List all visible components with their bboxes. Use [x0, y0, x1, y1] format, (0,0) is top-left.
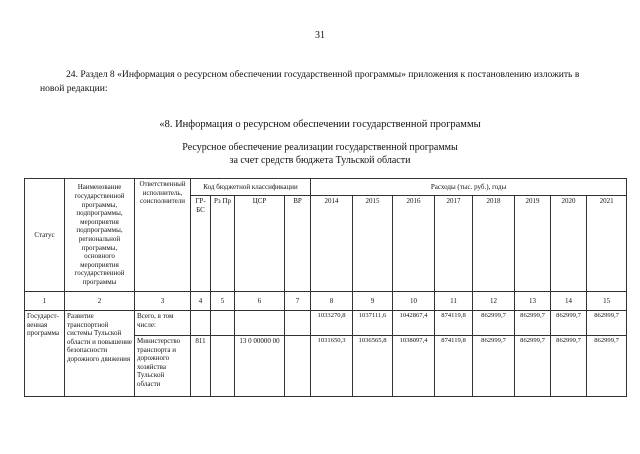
- header-year: 2015: [353, 196, 393, 292]
- header-year: 2016: [393, 196, 435, 292]
- header-rz-pr: Рз Пр: [211, 196, 235, 292]
- header-row-1: [25, 179, 627, 196]
- csr-cell: 13 0 00000 00: [235, 336, 285, 397]
- rz-pr-cell: [211, 336, 235, 397]
- header-vr: ВР: [285, 196, 311, 292]
- gr-bs-cell: [191, 311, 211, 336]
- vr-cell: [285, 311, 311, 336]
- column-index: 11: [435, 292, 473, 311]
- value-cell: 862999,7: [473, 336, 515, 397]
- column-index: 2: [65, 292, 135, 311]
- header-budget-code: Код бюджетной классификации: [191, 179, 311, 196]
- table-row: [25, 311, 627, 336]
- value-cell: 862999,7: [587, 336, 627, 397]
- column-index: 14: [551, 292, 587, 311]
- section-title: «8. Информация о ресурсном обеспечении государственной программы: [159, 119, 481, 130]
- header-name: Наименование государственной программы, подпрограммы, мероприятия подпрограммы, региональной программы, основного мероприятия государственной программы: [65, 179, 135, 292]
- csr-cell: [235, 311, 285, 336]
- header-year: 2021: [587, 196, 627, 292]
- program-name-cell: Развитие транспортной системы Тульской области и повышение безопасности дорожного движения: [65, 311, 135, 397]
- executor-cell: Всего, в том числе:: [135, 311, 191, 336]
- header-expenses: Расходы (тыс. руб.), годы: [311, 179, 627, 196]
- header-executor: Ответственный исполнитель, соисполнители: [135, 179, 191, 292]
- value-cell: 874119,8: [435, 336, 473, 397]
- column-index: 3: [135, 292, 191, 311]
- status-cell: Государст-венная программа: [25, 311, 65, 397]
- value-cell: 862999,7: [473, 311, 515, 336]
- header-gr-bs: ГР-БС: [191, 196, 211, 292]
- header-year: 2019: [515, 196, 551, 292]
- vr-cell: [285, 336, 311, 397]
- header-year: 2014: [311, 196, 353, 292]
- table-title: [0, 141, 640, 167]
- column-index: 1: [25, 292, 65, 311]
- value-cell: 862999,7: [515, 336, 551, 397]
- value-cell: 1038097,4: [393, 336, 435, 397]
- column-index: 7: [285, 292, 311, 311]
- value-cell: 862999,7: [551, 311, 587, 336]
- value-cell: 874119,8: [435, 311, 473, 336]
- column-index: 6: [235, 292, 285, 311]
- column-index: 12: [473, 292, 515, 311]
- column-index: 4: [191, 292, 211, 311]
- column-index: 13: [515, 292, 551, 311]
- header-year: 2020: [551, 196, 587, 292]
- column-index: 9: [353, 292, 393, 311]
- value-cell: 862999,7: [587, 311, 627, 336]
- column-index: 8: [311, 292, 353, 311]
- column-index: 5: [211, 292, 235, 311]
- column-index: 10: [393, 292, 435, 311]
- header-year: 2017: [435, 196, 473, 292]
- column-index: 15: [587, 292, 627, 311]
- header-year: 2018: [473, 196, 515, 292]
- value-cell: 1042867,4: [393, 311, 435, 336]
- value-cell: 1036565,8: [353, 336, 393, 397]
- table-title-line-1: Ресурсное обеспечение реализации государственной программы: [182, 142, 458, 153]
- value-cell: 1031650,3: [311, 336, 353, 397]
- gr-bs-cell: 811: [191, 336, 211, 397]
- rz-pr-cell: [211, 311, 235, 336]
- value-cell: 1037111,6: [353, 311, 393, 336]
- amendment-paragraph: [40, 68, 600, 95]
- column-index-row: [25, 292, 627, 311]
- resource-table: [24, 178, 627, 397]
- page-number: 31: [315, 30, 325, 41]
- header-status: Статус: [25, 179, 65, 292]
- executor-cell: Министерство транспорта и дорожного хозяйства Тульской области: [135, 336, 191, 397]
- amendment-text: 24. Раздел 8 «Информация о ресурсном обеспечении государственной программы» приложения к постановлению изложить в новой редакции:: [40, 69, 580, 94]
- table-title-line-2: за счет средств бюджета Тульской области: [229, 155, 411, 166]
- value-cell: 862999,7: [551, 336, 587, 397]
- value-cell: 1033270,8: [311, 311, 353, 336]
- value-cell: 862999,7: [515, 311, 551, 336]
- header-csr: ЦСР: [235, 196, 285, 292]
